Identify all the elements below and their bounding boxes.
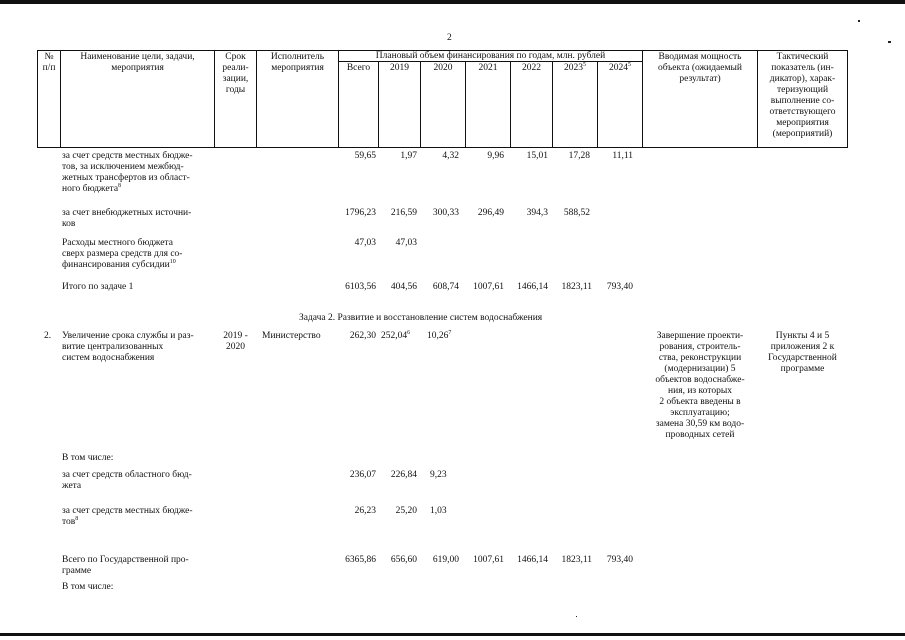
col-divider	[420, 61, 421, 148]
header-indicator: Тактический показатель (ин- дикатор), харак- теризующий выполнение со- ответствующего мероприятия (мероприятий)	[769, 52, 836, 139]
header-capacity: Вводимая мощность объекта (ожидаемый результат)	[658, 52, 742, 84]
row-local2-label: за счет средств местных бюдже- тов$^8$	[62, 506, 193, 527]
row-program-total-label: Всего по Государственной про- грамме	[62, 555, 189, 576]
cell-total: 26,23	[354, 506, 376, 516]
cell-2020: 1,03	[430, 506, 447, 516]
cell-2022: 1466,14	[517, 555, 548, 565]
cell-total: 47,03	[354, 238, 376, 248]
header-bottom-rule	[37, 147, 847, 148]
cell-2021: 296,49	[477, 208, 504, 218]
header-2024: 2024$^5$	[609, 61, 631, 73]
cell-2022: 1466,14	[517, 282, 548, 292]
header-num: № п/п	[42, 52, 56, 73]
header-2019: 2019	[390, 63, 409, 73]
col-divider	[510, 61, 511, 148]
incl-label: В том числе:	[62, 582, 114, 592]
item2-indicator: Пункты 4 и 5 приложения 2 к Государственной программе	[768, 331, 837, 374]
row-extra-label: за счет внебюджетных источни- ков	[62, 208, 192, 229]
item2-executor: Министерство	[262, 331, 321, 341]
item2-capacity: Завершение проекти- рования, строитель- ства, реконструкции (модернизации) 5 объектов водоснабже- ния, из которых 2 объекта введены в эксплуатацию; замена 30,59 км водо- проводных сетей	[655, 331, 745, 440]
cell-total: 236,07	[349, 470, 376, 480]
row-local-label: за счет средств местных бюдже- тов, за исключением межбюд- жетных трансфертов из област- ного бюджета$^8$	[62, 151, 193, 194]
scan-speck	[888, 41, 891, 43]
header-total: Всего	[346, 63, 371, 73]
header-executor: Исполнитель мероприятия	[270, 52, 325, 73]
col-divider	[552, 61, 553, 148]
incl-label: В том числе:	[62, 453, 114, 463]
header-term: Срок реали- зации, годы	[222, 52, 249, 95]
cell-2021: 1007,61	[473, 555, 504, 565]
item2-num: 2.	[44, 331, 52, 341]
col-divider	[597, 61, 598, 148]
row-local-over-label: Расходы местного бюджета сверх размера средств для со- финансирования субсидии$^{10}$	[62, 238, 183, 270]
cell-total: 6365,86	[345, 555, 376, 565]
cell-2023: 1823,11	[561, 555, 592, 565]
header-financing: Плановый объем финансирования по годам, млн. рублей	[375, 51, 606, 61]
cell-2019: 404,56	[390, 282, 417, 292]
header-2022: 2022	[522, 63, 541, 73]
cell-2020: 10,26$^7$	[427, 329, 452, 341]
cell-2019: 252,04$^6$	[381, 329, 411, 341]
cell-2024: 793,40	[606, 555, 633, 565]
cell-2020: 619,00	[432, 555, 459, 565]
cell-2023: 1823,11	[561, 282, 592, 292]
cell-total: 262,30	[349, 331, 376, 341]
cell-2019: 226,84	[390, 470, 417, 480]
header-2020: 2020	[433, 63, 453, 73]
scan-speck	[576, 616, 577, 617]
cell-2019: 25,20	[395, 506, 417, 516]
cell-2023: 588,52	[563, 208, 590, 218]
item2-term: 2019 - 2020	[223, 331, 248, 352]
row-task1-total-label: Итого по задаче 1	[62, 282, 134, 292]
cell-2022: 394,3	[526, 208, 548, 218]
task2-title: Задача 2. Развитие и восстановление систем водоснабжения	[299, 313, 543, 323]
cell-2024: 793,40	[606, 282, 633, 292]
cell-total: 59,65	[354, 151, 376, 161]
cell-2020: 300,33	[432, 208, 459, 218]
cell-2020: 4,32	[442, 151, 459, 161]
scan-border-bottom	[0, 633, 905, 636]
cell-2022: 15,01	[526, 151, 548, 161]
cell-2019: 1,97	[400, 151, 417, 161]
cell-2021: 1007,61	[473, 282, 504, 292]
cell-2019: 47,03	[395, 238, 417, 248]
header-2021: 2021	[478, 63, 498, 73]
page-number: 2	[447, 33, 452, 43]
cell-2019: 216,59	[390, 208, 417, 218]
scan-border-top	[0, 0, 905, 4]
cell-2024: 11,11	[612, 151, 633, 161]
cell-2021: 9,96	[487, 151, 504, 161]
cell-total: 6103,56	[345, 282, 376, 292]
col-divider	[847, 50, 848, 148]
cell-2020: 608,74	[432, 282, 459, 292]
cell-2020: 9,23	[430, 470, 447, 480]
cell-2023: 17,28	[568, 151, 590, 161]
item2-label: Увеличение срока службы и раз- витие централизованных систем водоснабжения	[62, 331, 194, 363]
cell-total: 1796,23	[345, 208, 376, 218]
cell-2019: 656,60	[390, 555, 417, 565]
header-name: Наименование цели, задачи, мероприятия	[80, 52, 195, 73]
col-divider	[465, 61, 466, 148]
header-2023: 2023$^5$	[564, 61, 586, 73]
row-regional-label: за счет средств областного бюд- жета	[62, 470, 192, 491]
col-divider	[378, 61, 379, 148]
scan-speck	[858, 20, 860, 22]
